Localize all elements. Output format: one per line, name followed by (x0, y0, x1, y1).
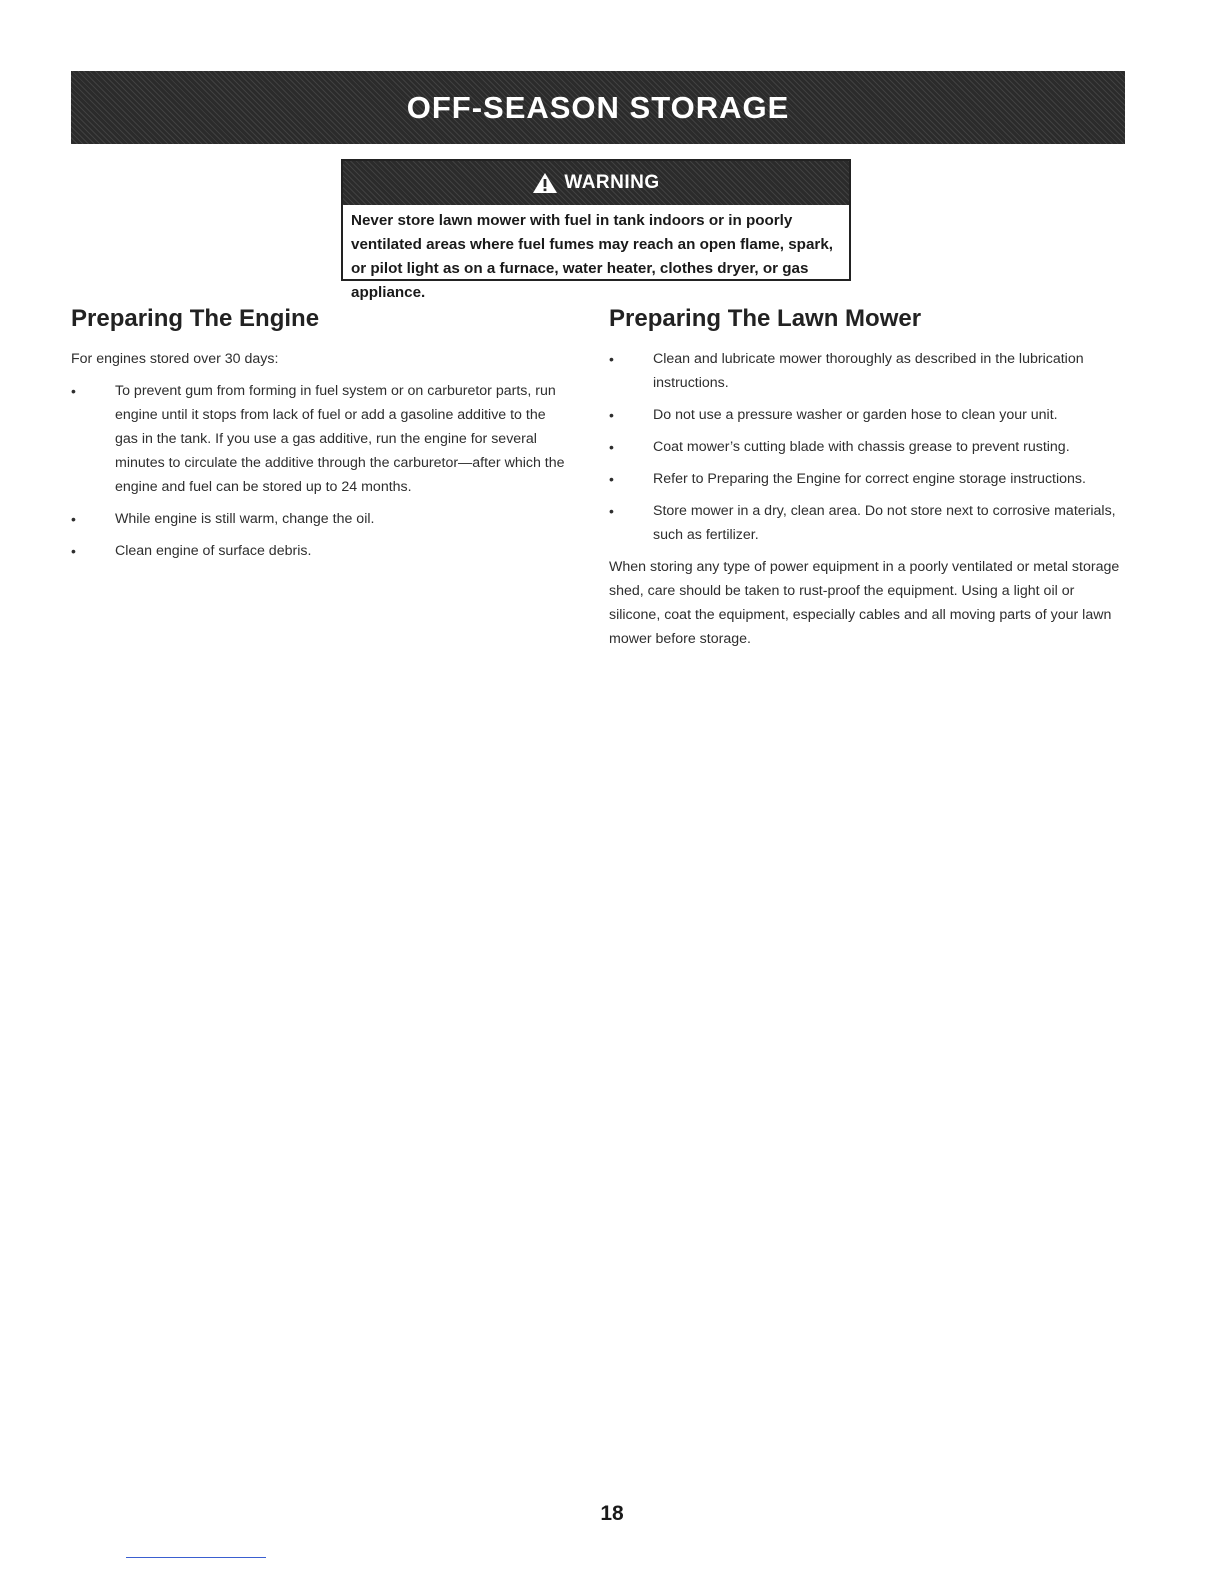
list-item-text: Do not use a pressure washer or garden hose to clean your unit. (653, 407, 1058, 423)
list-item (71, 539, 571, 563)
list-item-text: Refer to Preparing the Engine for correct engine storage instructions. (653, 471, 1086, 487)
engine-intro: For engines stored over 30 days: (71, 351, 279, 367)
list-item (609, 499, 1125, 547)
engine-section (71, 303, 571, 571)
list-item (71, 507, 571, 531)
page-title: OFF-SEASON STORAGE (406, 89, 790, 125)
mower-section (609, 303, 1125, 659)
list-item (609, 467, 1125, 491)
list-item-text: Clean and lubricate mower thoroughly as described in the lubrication instructions. (653, 351, 1084, 391)
bullet-icon: • (71, 383, 76, 399)
engine-heading: Preparing The Engine (71, 305, 320, 332)
bullet-icon: • (71, 543, 76, 559)
footer-divider (126, 1557, 266, 1558)
bullet-icon: • (609, 503, 614, 519)
warning-box (341, 159, 851, 301)
bullet-icon: • (71, 511, 76, 527)
mower-heading: Preparing The Lawn Mower (609, 305, 922, 332)
bullet-icon: • (609, 351, 614, 367)
list-item-text: To prevent gum from forming in fuel system or on carburetor parts, run engine until it stops from lack of fuel or add a gasoline additive to the gas in the tank. If you use a gas additive, run the engine for several minutes to circulate the additive through the carburetor—after which the engine and fuel can be stored up to 24 months. (115, 383, 565, 495)
page-number: 18 (600, 1502, 624, 1525)
list-item (609, 435, 1125, 459)
list-item (609, 347, 1125, 395)
section-banner (71, 71, 1125, 144)
engine-bullet-list (71, 379, 571, 563)
mower-closing-paragraph: When storing any type of power equipment in a poorly ventilated or metal storage shed, care should be taken to rust-proof the equipment. Using a light oil or silicone, coat the equipment, especially cables and all moving parts of your lawn mower before storage. (609, 559, 1120, 647)
warning-header (343, 161, 849, 205)
mower-bullet-list (609, 347, 1125, 547)
bullet-icon: • (609, 439, 614, 455)
list-item-text: Store mower in a dry, clean area. Do not store next to corrosive materials, such as fertilizer. (653, 503, 1116, 543)
list-item (609, 403, 1125, 427)
list-item-text: Coat mower’s cutting blade with chassis grease to prevent rusting. (653, 439, 1070, 455)
bullet-icon: • (609, 407, 614, 423)
warning-label: WARNING (564, 172, 660, 193)
list-item-text: Clean engine of surface debris. (115, 543, 312, 559)
alert-triangle-icon (532, 172, 558, 194)
list-item-text: While engine is still warm, change the oil. (115, 511, 375, 527)
list-item (71, 379, 571, 499)
warning-text: Never store lawn mower with fuel in tank indoors or in poorly ventilated areas where fuel fumes may reach an open flame, spark, or pilot light as on a furnace, water heater, clothes dryer, or gas appliance. (351, 212, 833, 301)
bullet-icon: • (609, 471, 614, 487)
